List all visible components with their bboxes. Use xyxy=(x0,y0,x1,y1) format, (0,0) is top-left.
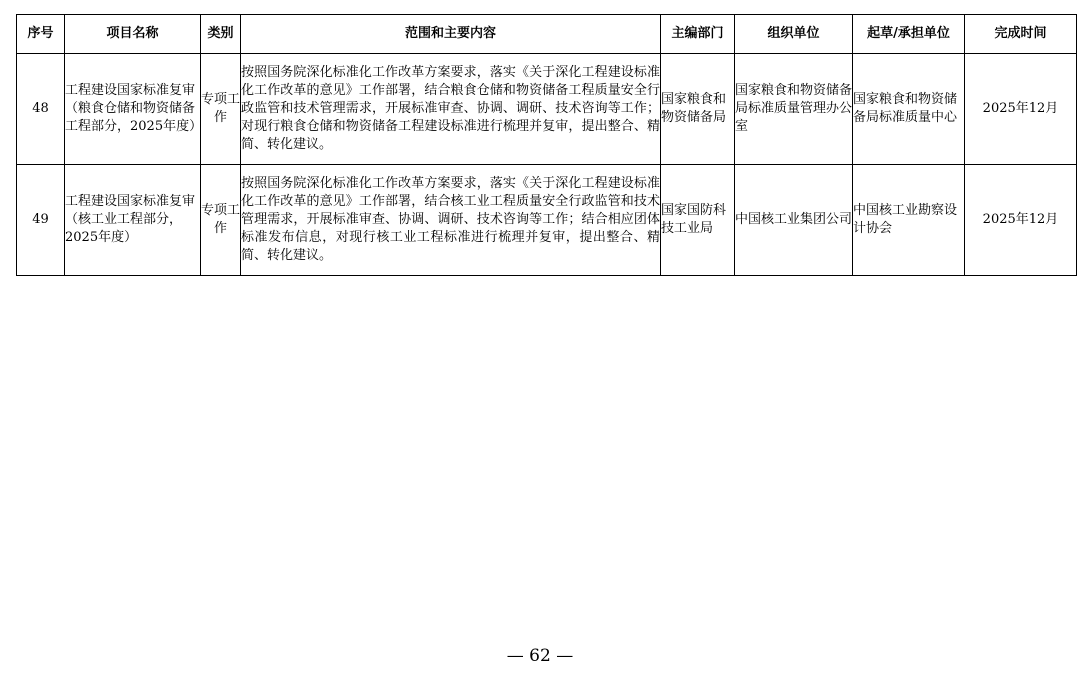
cell-serial-number: 49 xyxy=(17,165,65,276)
cell-organizer: 国家粮食和物资储备局标准质量管理办公室 xyxy=(735,54,853,165)
cell-completion-time: 2025年12月 xyxy=(965,54,1077,165)
header-completion-time: 完成时间 xyxy=(965,15,1077,54)
standards-table xyxy=(16,14,1077,276)
cell-project-name: 工程建设国家标准复审（核工业工程部分，2025年度） xyxy=(65,165,201,276)
header-project-name: 项目名称 xyxy=(65,15,201,54)
cell-chief-department: 国家国防科技工业局 xyxy=(661,165,735,276)
page-number: — 62 — xyxy=(506,646,574,666)
header-row xyxy=(17,15,1077,54)
header-serial-number: 序号 xyxy=(17,15,65,54)
cell-scope: 按照国务院深化标准化工作改革方案要求，落实《关于深化工程建设标准化工作改革的意见》工作部署，结合核工业工程质量安全行政监管和技术管理需求，开展标准审查、协调、调研、技术咨询等工作；结合相应团体标准发布信息，对现行核工业工程标准进行梳理并复审，提出整合、精简、转化建议。 xyxy=(241,165,661,276)
header-category: 类别 xyxy=(201,15,241,54)
cell-serial-number: 48 xyxy=(17,54,65,165)
table-row xyxy=(17,54,1077,165)
header-chief-department: 主编部门 xyxy=(661,15,735,54)
cell-project-name: 工程建设国家标准复审（粮食仓储和物资储备工程部分，2025年度） xyxy=(65,54,201,165)
cell-category: 专项工作 xyxy=(201,54,241,165)
cell-category: 专项工作 xyxy=(201,165,241,276)
cell-completion-time: 2025年12月 xyxy=(965,165,1077,276)
cell-drafter: 国家粮食和物资储备局标准质量中心 xyxy=(853,54,965,165)
header-drafter: 起草/承担单位 xyxy=(853,15,965,54)
header-organizer: 组织单位 xyxy=(735,15,853,54)
cell-scope: 按照国务院深化标准化工作改革方案要求，落实《关于深化工程建设标准化工作改革的意见》工作部署，结合粮食仓储和物资储备工程质量安全行政监管和技术管理需求，开展标准审查、协调、调研、技术咨询等工作；对现行粮食仓储和物资储备工程建设标准进行梳理并复审，提出整合、精简、转化建议。 xyxy=(241,54,661,165)
cell-organizer: 中国核工业集团公司 xyxy=(735,165,853,276)
cell-chief-department: 国家粮食和物资储备局 xyxy=(661,54,735,165)
cell-drafter: 中国核工业勘察设计协会 xyxy=(853,165,965,276)
header-scope: 范围和主要内容 xyxy=(241,15,661,54)
table-row xyxy=(17,165,1077,276)
